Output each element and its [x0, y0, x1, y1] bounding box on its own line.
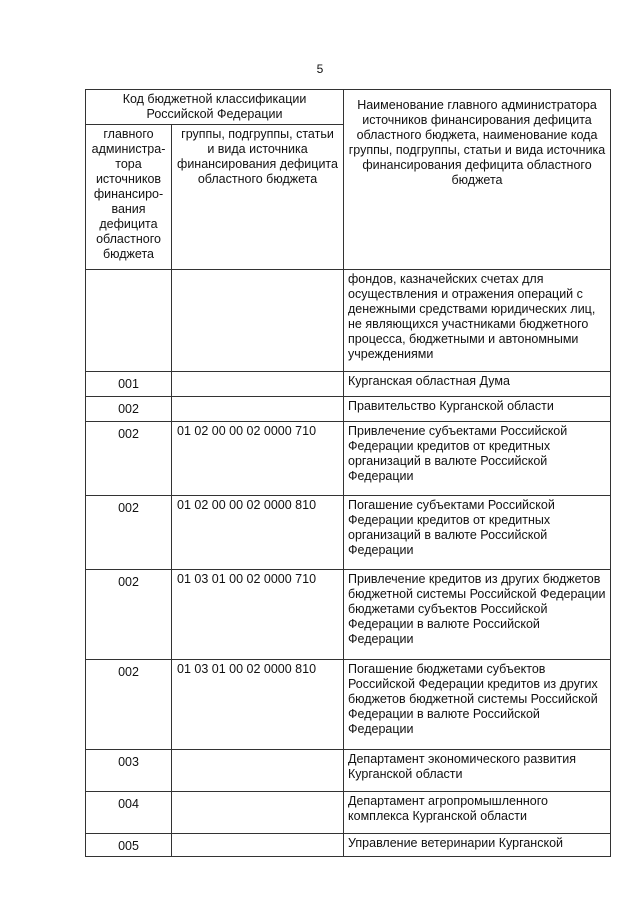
admin-code-cell: 002 [86, 422, 172, 496]
admin-code-cell: 002 [86, 660, 172, 750]
table-row [86, 270, 611, 372]
group-code-cell [172, 372, 344, 397]
admin-code-cell: 001 [86, 372, 172, 397]
name-cell: Департамент агропромышленного комплекса Курганской области [344, 792, 611, 834]
table-row [86, 496, 611, 570]
name-cell: Правительство Курганской области [344, 397, 611, 422]
group-code-cell [172, 270, 344, 372]
admin-code-cell: 002 [86, 397, 172, 422]
group-code-cell [172, 397, 344, 422]
name-cell: Управление ветеринарии Курганской [344, 834, 611, 857]
page-number: 5 [316, 62, 324, 76]
group-code-cell: 01 03 01 00 02 0000 710 [172, 570, 344, 660]
table-row [86, 397, 611, 422]
admin-code-cell: 002 [86, 570, 172, 660]
admin-code-cell: 005 [86, 834, 172, 857]
table-row [86, 792, 611, 834]
name-cell: Привлечение субъектами Российской Федерации кредитов от кредитных организаций в валюте Российской Федерации [344, 422, 611, 496]
admin-code-cell: 004 [86, 792, 172, 834]
name-cell: фондов, казначейских счетах для осуществления и отражения операций с денежными средствами юридических лиц, не являющихся участниками бюджетного процесса, бюджетными и автономными учреждениями [344, 270, 611, 372]
table-row [86, 570, 611, 660]
admin-code-cell: 002 [86, 496, 172, 570]
table-row [86, 372, 611, 397]
table-row [86, 422, 611, 496]
group-code-cell [172, 750, 344, 792]
group-code-cell [172, 792, 344, 834]
group-code-cell: 01 02 00 00 02 0000 710 [172, 422, 344, 496]
header-chief-admin: главного администра-тора источников финансиро-вания дефицита областного бюджета [86, 125, 172, 270]
name-cell: Погашение бюджетами субъектов Российской Федерации кредитов из других бюджетов бюджетной системы Российской Федерации в валюте Российской Федерации [344, 660, 611, 750]
table-row [86, 750, 611, 792]
header-group-code: группы, подгруппы, статьи и вида источника финансирования дефицита областного бюджета [172, 125, 344, 270]
admin-code-cell [86, 270, 172, 372]
name-cell: Погашение субъектами Российской Федерации кредитов от кредитных организаций в валюте Российской Федерации [344, 496, 611, 570]
group-code-cell: 01 02 00 00 02 0000 810 [172, 496, 344, 570]
admin-code-cell: 003 [86, 750, 172, 792]
name-cell: Департамент экономического развития Курганской области [344, 750, 611, 792]
header-budget-code: Код бюджетной классификации Российской Федерации [86, 90, 344, 125]
name-cell: Привлечение кредитов из других бюджетов бюджетной системы Российской Федерации бюджетами субъектов Российской Федерации в валюте Российской Федерации [344, 570, 611, 660]
name-cell: Курганская областная Дума [344, 372, 611, 397]
header-name: Наименование главного администратора источников финансирования дефицита областного бюджета, наименование кода группы, подгруппы, статьи и вида источника финансирования дефицита областного бюджета [344, 90, 611, 270]
group-code-cell [172, 834, 344, 857]
group-code-cell: 01 03 01 00 02 0000 810 [172, 660, 344, 750]
table-row [86, 834, 611, 857]
table-row [86, 660, 611, 750]
budget-sources-table [85, 89, 611, 857]
table-header-row [86, 90, 611, 125]
